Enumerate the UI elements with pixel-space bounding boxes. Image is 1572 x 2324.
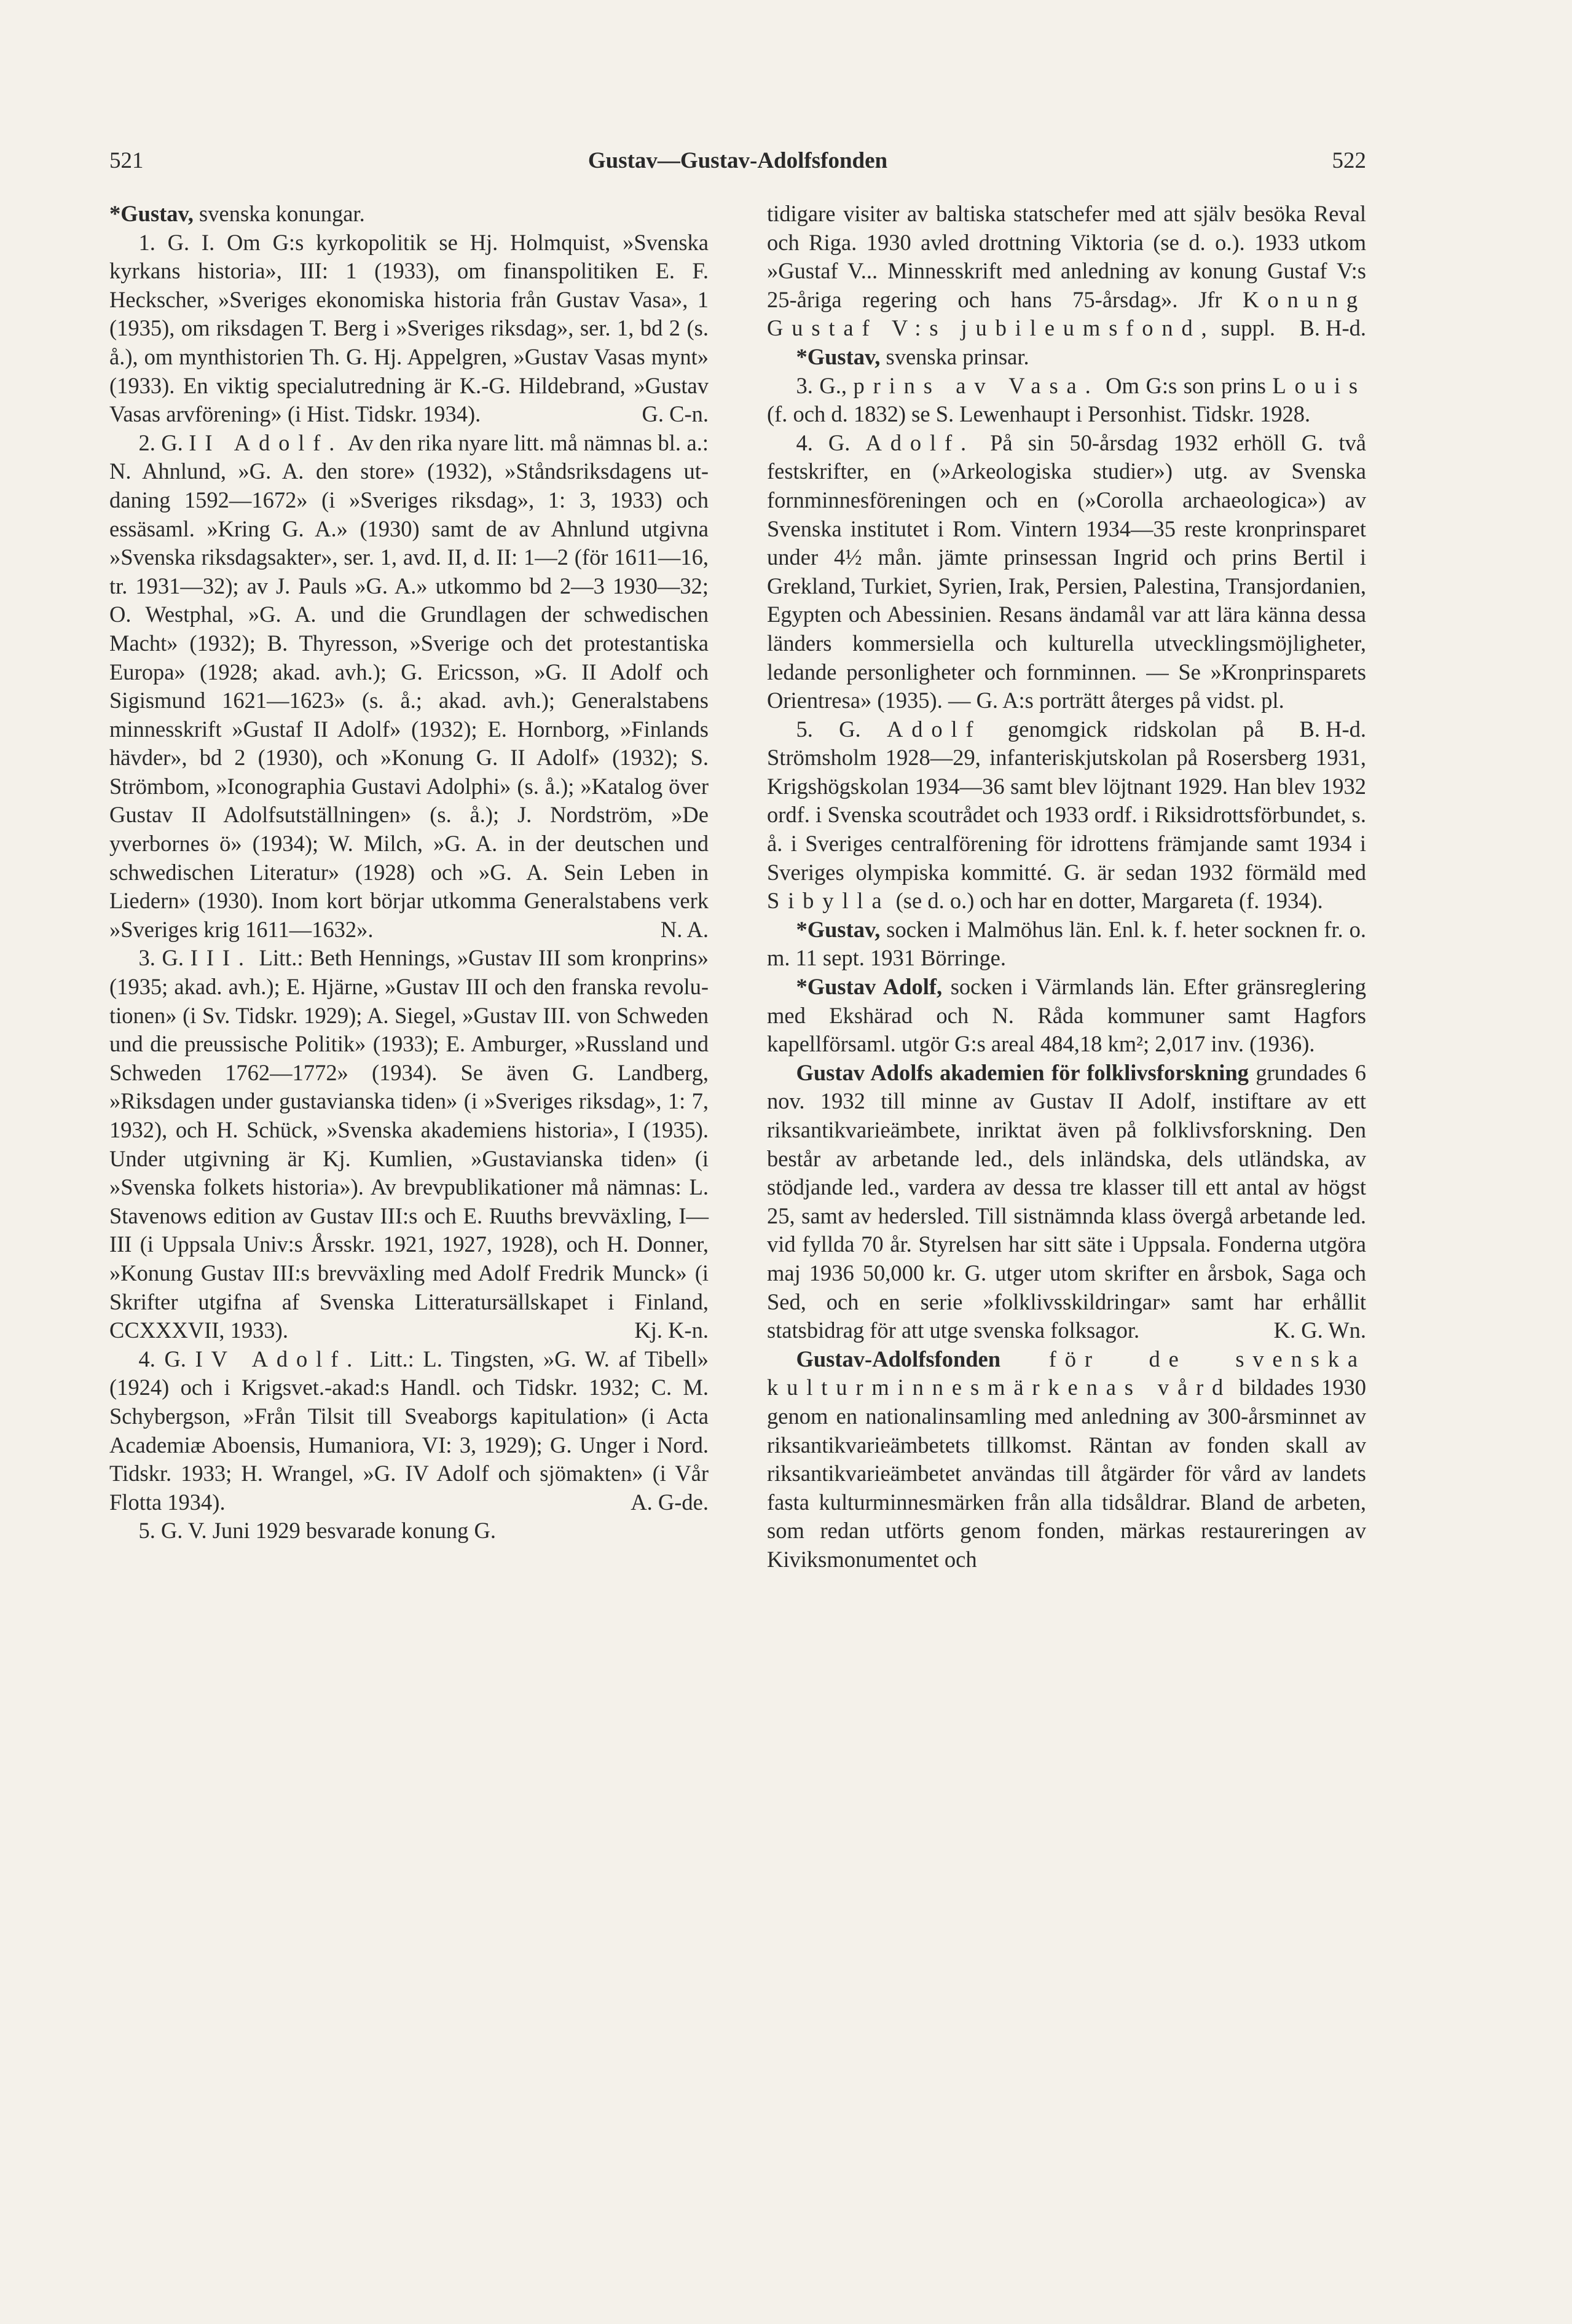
paragraph-text: 1. G. I. Om G:s kyrkopolitik se Hj. Holmquist, »Svenska kyrkans historia», III: 1 (1933), om finanspolitiken E. F. Heckscher, »Sveriges ekonomiska historia från Gustav Vasa», 1 (1935), om riksdagen T. Berg i »Sveriges riksdag», ser. 1, bd 2 (s. å.), om mynthistorien Th. G. Hj. Appelgren, »Gustav Vasas mynt» (1933). En viktig specialutredning är K.-G. Hildebrand, »Gustav Vasas arvförening» (i Hist. Tidskr. 1934). <box>109 229 709 427</box>
paragraph-number: 3. G., <box>796 372 854 398</box>
paragraph-number: 2. G. <box>138 430 189 455</box>
paragraph-gustav-4 <box>109 1345 709 1517</box>
spaced-name: för de svenska kulturminnesmärkenas vård <box>767 1346 1366 1400</box>
entry-fund <box>767 1345 1366 1574</box>
spaced-name: Sibylla <box>767 888 890 914</box>
paragraph-prince-5 <box>767 715 1366 916</box>
paragraph-number: 5. G. <box>796 716 887 742</box>
signature: Kj. K-n. <box>634 1317 709 1343</box>
signature: B. H-d. <box>1299 716 1366 742</box>
signature: A. G-de. <box>631 1489 709 1515</box>
spaced-name: Adolf. <box>865 430 975 455</box>
spaced-name: Konung Gustaf V:s jubileumsfond, <box>767 286 1366 341</box>
page-number-right: 522 <box>1332 148 1366 173</box>
signature: B. H-d. <box>1299 315 1366 341</box>
paragraph-gustav-5 <box>109 1517 709 1545</box>
paragraph-text: Av den rika nyare litt. må nämnas bl. a.: N. Ahnlund, »G. A. den store» (1932), »Ståndsriksdagens utdaning 1592—1672» (i »Sveriges riksdag», 1: 3, 1933) och essäsaml. »Kring G. A.» (1930) samt de av Ahnlund utgivna »Svenska riksdagsakter», ser. 1, avd. II, d. II: 1—2 (för 1611—16, tr. 1931—32); av J. Pauls »G. A.» utkommo bd 2—3 1930—32; O. Westphal, »G. A. und die Grundlagen der schwedischen Macht» (1932); B. Thyresson, »Sverige och det protestantiska Europa» (1928; akad. avh.); G. Ericsson, »G. II Adolf och Sigismund 1621—1623» (s. å.; akad. avh.); Generalstabens minnesskrift »Gustaf II Adolf» (1932); E. Hornborg, »Finlands hävder», bd 2 (1930), och »Konung G. II Adolf» (1932); S. Strömbom, »Iconographia Gustavi Adolphi» (s. å.); »Katalog över Gustav II Adolfsutställningen» (s. å.); J. Nordström, »De yverbornes ö» (1934); W. Milch, »G. A. in der deutschen und schwedischen Literatur» (1928) och »G. A. Sein Leben in Liedern» (1930). Inom kort börjar utkomma Generalstabens verk »Sveriges krig 1611—1632». <box>109 430 709 942</box>
paragraph-text: (f. och d. 1832) se S. Lewenhaupt i Personhist. Tidskr. 1928. <box>767 401 1311 427</box>
spaced-name: III. <box>190 945 253 971</box>
paragraph-text: På sin 50-årsdag 1932 erhöll G. två festskrifter, en (»Arkeologiska studier») utg. av Svenska fornminnesföreningen och en (»Corolla archaeologica») av Svenska institutet i Rom. Vintern 1934—35 reste kronprinsparet under 4½ mån. jämte prinsessan Ingrid och prins Bertil i Grekland, Turkiet, Syrien, Irak, Persien, Palestina, Transjordanien, Egypten och Abessinien. Resans ändamål var att lära känna dessa länders kommersiella och kulturella utvecklingsmöjligheter, ledande personligheter och fornminnen. — Se »Kronprinsparets Orientresa» (1935). — G. A:s porträtt återges på vidst. pl. <box>767 430 1366 713</box>
spaced-name: IV Adolf. <box>195 1346 361 1372</box>
headword: *Gustav, <box>796 916 881 942</box>
paragraph-gustav-1 <box>109 229 709 429</box>
paragraph-number: 4. G. <box>796 430 866 455</box>
paragraph-text: bildades 1930 genom en nationalinsamling med anledning av 300-årsminnet av riksantikvarieämbetets tillkomst. Räntan av fonden skall av riksantikvarieämbetet användas till åtgärder för vård av landets fasta kulturminnesmärken från alla tidsåldrar. Bland de arbeten, som redan utförts genom fonden, märkas restaureringen av Kiviksmonumentet och <box>767 1375 1366 1572</box>
paragraph-gustav-3 <box>109 944 709 1345</box>
paragraph-text: socken i Värmlands län. Efter gränsreglering med Ekshärad och N. Råda kommuner samt Hagfors kapellförsaml. utgör G:s areal 484,18 km²; 2,017 inv. (1936). <box>767 974 1366 1057</box>
paragraph-text: genomgick ridskolan på Strömsholm 1928—29, infanteriskjutskolan på Rosersberg 1931, Krigshögskolan 1934—36 samt blev löjtnant 1929. Han blev 1932 ordf. i Svenska scoutrådet och 1933 ordf. i Riksidrottsförbundet, s. å. i Sveriges centralförening för idrottens främjande samt 1934 i Sveriges olympiska kommitté. G. är sedan 1932 förmäld med <box>767 716 1366 885</box>
page-number-left: 521 <box>109 148 144 173</box>
headword: *Gustav Adolf, <box>796 974 943 1000</box>
spaced-name: Louis <box>1272 372 1367 398</box>
paragraph-text: Om G:s son prins <box>1099 372 1273 398</box>
entry-heading <box>109 200 709 229</box>
entry-parish-gustav-adolf <box>767 973 1366 1059</box>
paragraph-text: tidigare visiter av baltiska statschefer med att själv besöka Reval och Riga. 1930 avled drottning Viktoria (se d. o.). 1933 utkom »Gustaf V... Minnesskrift med anledning av konung Gustaf V:s 25-åriga regering och hans 75-årsdag». Jfr <box>767 201 1366 312</box>
paragraph-number: 3. G. <box>138 945 191 971</box>
page-header <box>109 147 1366 184</box>
paragraph-text: grundades 6 nov. 1932 till minne av Gustav II Adolf, instiftare av ett riksantikvarieämbete, inriktat även på folklivsforskning. Den består av arbetande led., dels inländska, dels utländska, av stödjande led., vardera av dessa tre klasser till ett antal av högst 25, samt av hedersled. Till sistnämnda klass övergå arbetande led. vid fyllda 70 år. Styrelsen har sitt säte i Uppsala. Fonderna utgöra maj 1936 50,000 kr. G. utger utom skrifter en årsbok, Saga och Sed, och en serie »folklivsskildringar» samt har erhållit statsbidrag för att utge svenska folksagor. <box>767 1059 1366 1343</box>
paragraph-prince-3 <box>767 372 1366 429</box>
left-column <box>109 200 709 1545</box>
paragraph-text: (se d. o.) och har en dotter, Margareta (f. 1934). <box>890 888 1323 914</box>
paragraph-prince-4 <box>767 429 1366 742</box>
right-column <box>767 200 1366 1574</box>
headword: Gustav-Adolfsfonden <box>796 1346 1001 1372</box>
paragraph-text: Litt.: L. Tingsten, »G. W. af Tibell» (1924) och i Krigsvet.-akad:s Handl. och Tidskr. 1932; C. M. Schybergson, »Från Tilsit till Sveaborgs kapitulation» (i Acta Academiæ Aboensis, Humaniora, VI: 3, 1929); G. Unger i Nord. Tidskr. 1933; H. Wrangel, »G. IV Adolf och sjömakten» (i Vår Flotta 1934). <box>109 1346 709 1515</box>
running-title: Gustav—Gustav-Adolfsfonden <box>588 148 888 173</box>
paragraph-number: 4. G. <box>138 1346 195 1372</box>
paragraph-text: 5. G. V. Juni 1929 besvarade konung G. <box>138 1518 497 1544</box>
headword: *Gustav, <box>796 343 881 369</box>
signature: G. C-n. <box>642 401 709 427</box>
spaced-name: prins av Vasa. <box>853 372 1099 398</box>
paragraph-text: socken i Malmöhus län. Enl. k. f. heter socknen fr. o. m. 11 sept. 1931 Börringe. <box>767 916 1366 971</box>
paragraph-text: Litt.: Beth Hennings, »Gustav III som kronprins» (1935; akad. avh.); E. Hjärne, »Gustav III och den franska revolutionen» (i Sv. Tidskr. 1929); A. Siegel, »Gustav III. von Schweden und die preussische Politik» (1933); E. Amburger, »Russland und Schweden 1762—1772» (1934). Se även G. Landberg, »Riksdagen under gustavianska tiden» (i »Sveriges riksdag», 1: 7, 1932), och H. Schück, »Svenska akademiens historia», I (1935). Under utgivning är Kj. Kumlien, »Gustavianska tiden» (i »Svenska folkets historia»). Av brevpublikationer må nämnas: L. Stavenows edition av Gustav III:s och E. Ruuths brevväxling, I—III (i Uppsala Univ:s Årsskr. 1921, 1927, 1928), och H. Donner, »Konung Gustav III:s brevväxling med Adolf Fredrik Munck» (i Skrifter utgifna af Svenska Litteratursällskapet i Finland, CCXXXVII, 1933). <box>109 945 709 1343</box>
entry-academy <box>767 1059 1366 1345</box>
spaced-name: II Adolf. <box>189 430 344 455</box>
paragraph-gustav-5-continued <box>767 200 1366 343</box>
headword: Gustav Adolfs akademien för folklivsforskning <box>796 1059 1249 1085</box>
entry-heading <box>767 343 1366 372</box>
signature: K. G. Wn. <box>1273 1317 1366 1343</box>
signature: N. A. <box>660 916 709 942</box>
entry-heading-text: svenska prinsar. <box>880 343 1029 369</box>
spaced-name: Adolf <box>887 716 982 742</box>
entry-parish-gustav <box>767 916 1366 973</box>
paragraph-gustav-2 <box>109 429 709 944</box>
headword: *Gustav, <box>109 201 194 226</box>
paragraph-text: suppl. <box>1215 315 1276 341</box>
entry-heading-text: svenska konungar. <box>193 201 365 226</box>
